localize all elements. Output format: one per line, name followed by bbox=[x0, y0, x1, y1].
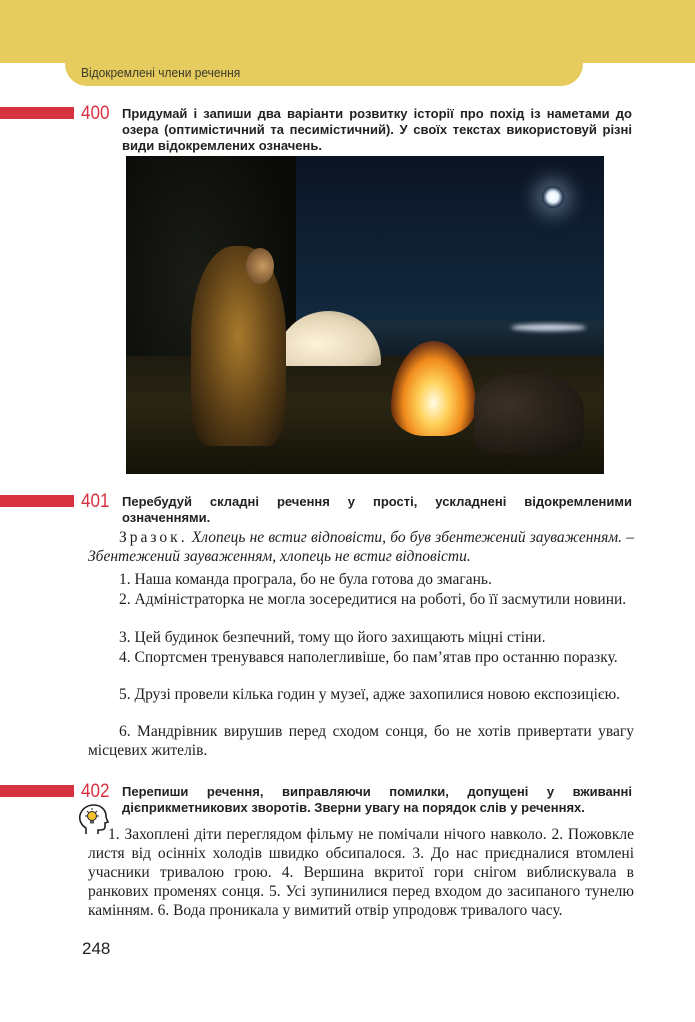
moon bbox=[542, 186, 564, 208]
exercise-401-item: 4. Спортсмен тренувався наполегливіше, бо пам’ятав про останню поразку. bbox=[119, 649, 618, 666]
exercise-401-task: Перебудуй складні речення у прості, ускладнені відокремленими означеннями. bbox=[122, 494, 632, 525]
exercise-402-number: 402 bbox=[81, 781, 110, 802]
exercise-401-item: 6. Мандрівник вирушив перед сходом сонця, бо не хотів привертати увагу місцевих жителів. bbox=[88, 723, 634, 759]
section-title: Відокремлені члени речення bbox=[81, 65, 241, 80]
rock bbox=[474, 374, 584, 454]
header-band bbox=[0, 0, 695, 63]
page-number: 248 bbox=[82, 939, 111, 958]
seated-man bbox=[191, 246, 286, 446]
exercise-401-item: 3. Цей будинок безпечний, тому що його захищають міцні стіни. bbox=[119, 629, 546, 646]
exercise-401-sample bbox=[88, 528, 634, 566]
sample-label: Зразок. bbox=[119, 529, 188, 546]
exercise-401-item: 2. Адміністраторка не могла зосередитися на роботі, бо її засмутили новини. bbox=[119, 591, 627, 608]
exercise-401-marker-bar bbox=[0, 495, 74, 507]
exercise-402-task: Перепиши речення, виправляючи помилки, допущені у вживанні дієприкметникових зворотів. Зверни увагу на порядок слів у реченнях. bbox=[122, 784, 632, 815]
exercise-400-marker-bar bbox=[0, 107, 74, 119]
exercise-401-number: 401 bbox=[81, 491, 110, 512]
sample-text: Хлопець не встиг відповісти, бо був збентежений зауваженням. – Збентежений зауваженням, хлопець не встиг відповісти. bbox=[88, 529, 634, 565]
section-header-tab bbox=[65, 55, 583, 86]
exercise-401-item: 5. Друзі провели кілька годин у музеї, адже захопилися новою експозицією. bbox=[119, 686, 621, 703]
exercise-400-task: Придумай і запиши два варіанти розвитку історії про похід із наметами до озера (оптимістичний та песимістичний). У своїх текстах використовуй різні види відокремлених означень. bbox=[122, 106, 632, 153]
campfire-photo bbox=[126, 156, 604, 474]
exercise-400-number: 400 bbox=[81, 103, 110, 124]
exercise-402-marker-bar bbox=[0, 785, 74, 797]
exercise-402-text: 1. Захоплені діти переглядом фільму не помічали нічого навколо. 2. Пожовкле листя від осінніх холодів швидко обсипалося. 3. До нас приєдналися втомлені учасники тривалою грою. 4. Вершина вкритої гори снігом виблискувала в ранкових променях сонця. 5. Усі зупинилися перед входом до засипаного тунелю камінням. 6. Вода проникала у вимитий отвір упродовж тривалого часу. bbox=[88, 826, 634, 919]
exercise-401-item: 1. Наша команда програла, бо не була готова до змагань. bbox=[119, 571, 492, 588]
